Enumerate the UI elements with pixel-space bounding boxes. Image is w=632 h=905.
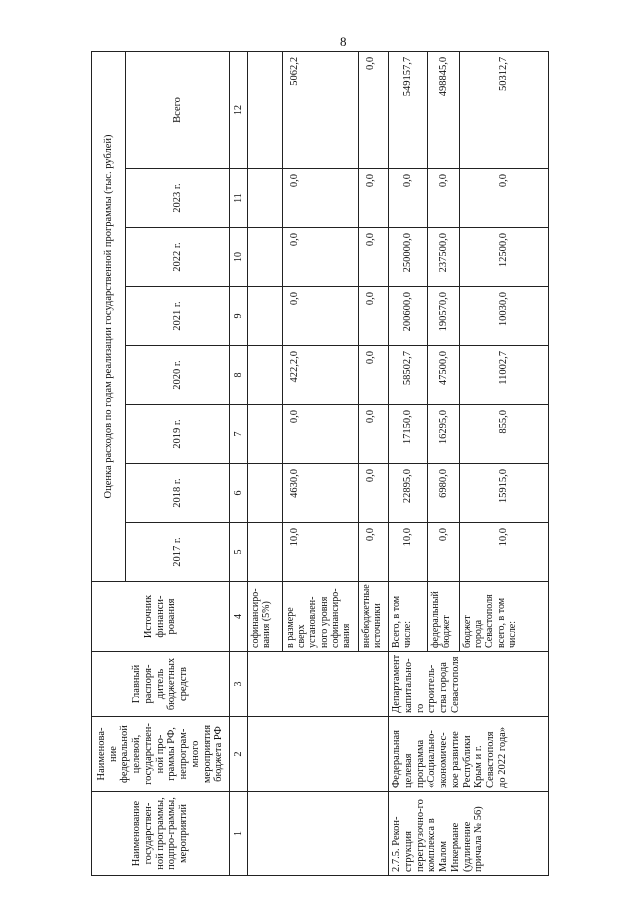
value-cell: 855,0: [460, 405, 549, 464]
table-row: [248, 51, 283, 875]
value-cell: 17150,0: [389, 405, 428, 464]
value-cell: 0,0: [428, 523, 460, 582]
value-cell: 4630,0: [283, 464, 359, 523]
funding-source-label: софинансиро-вания (5%): [248, 582, 283, 652]
col-number: 12: [230, 51, 248, 168]
value-cell: 0,0: [359, 228, 389, 287]
header-program-name: Наименование государствен-ной программы, подпро-граммы, мероприятий: [92, 792, 230, 876]
value-cell: 5062,2: [283, 51, 359, 168]
value-cell: 549157,7: [389, 51, 428, 168]
header-year-2018: 2018 г.: [126, 464, 230, 523]
value-cell: 0,0: [283, 169, 359, 228]
value-cell: 50312,7: [460, 51, 549, 168]
col-number: 2: [230, 717, 248, 792]
header-federal-program: Наименова-ние федеральной целевой, государствен-ной про-граммы РФ, непрограм-много мероприятия бюджета РФ: [92, 717, 230, 792]
col-number: 7: [230, 405, 248, 464]
value-cell: [248, 346, 283, 405]
value-cell: 0,0: [359, 287, 389, 346]
value-cell: 15915,0: [460, 464, 549, 523]
funding-source-label: в размере сверх установлен-ного уровня софинансиро-вания: [283, 582, 359, 652]
value-cell: [248, 228, 283, 287]
value-cell: 0,0: [359, 405, 389, 464]
col-number: 11: [230, 169, 248, 228]
value-cell: 0,0: [283, 228, 359, 287]
col-number: 6: [230, 464, 248, 523]
value-cell: 0,0: [283, 287, 359, 346]
header-total: Всего: [126, 51, 230, 168]
funding-source-label: внебюджетные источники: [359, 582, 389, 652]
value-cell: 237500,0: [428, 228, 460, 287]
value-cell: 0,0: [359, 523, 389, 582]
header-year-2021: 2021 г.: [126, 287, 230, 346]
header-year-2020: 2020 г.: [126, 346, 230, 405]
budget-table-wrapper: [91, 52, 549, 876]
cont-federal-program: [248, 717, 389, 792]
budget-table: [91, 51, 549, 876]
cont-budget-manager: [248, 652, 389, 717]
table-row: [389, 51, 428, 875]
value-cell: 12500,0: [460, 228, 549, 287]
value-cell: 58502,7: [389, 346, 428, 405]
rotated-table-frame: [91, 52, 549, 876]
section-name: 2.7.5. Рекон-струкция перегрузочно-го комплекса в Малом Инкермане (удлинение причала № 56): [389, 792, 549, 876]
value-cell: 11002,7: [460, 346, 549, 405]
value-cell: 250000,0: [389, 228, 428, 287]
column-number-row: [230, 51, 248, 875]
value-cell: 10030,0: [460, 287, 549, 346]
funding-source-label: Всего, в том числе:: [389, 582, 428, 652]
value-cell: 22895,0: [389, 464, 428, 523]
value-cell: 0,0: [359, 51, 389, 168]
value-cell: [248, 405, 283, 464]
col-number: 3: [230, 652, 248, 717]
value-cell: [248, 287, 283, 346]
funding-source-label: бюджет города Севастополя всего, в том числе:: [460, 582, 549, 652]
value-cell: 422,2,0: [283, 346, 359, 405]
value-cell: 0,0: [359, 464, 389, 523]
header-row-group: [92, 51, 126, 875]
value-cell: [248, 523, 283, 582]
funding-source-label: федеральный бюджет: [428, 582, 460, 652]
col-number: 4: [230, 582, 248, 652]
col-number: 5: [230, 523, 248, 582]
col-number: 10: [230, 228, 248, 287]
value-cell: 10,0: [389, 523, 428, 582]
header-year-2022: 2022 г.: [126, 228, 230, 287]
value-cell: 200600,0: [389, 287, 428, 346]
header-year-2019: 2019 г.: [126, 405, 230, 464]
value-cell: 0,0: [428, 169, 460, 228]
header-year-2023: 2023 г.: [126, 169, 230, 228]
header-year-2017: 2017 г.: [126, 523, 230, 582]
value-cell: 47500,0: [428, 346, 460, 405]
value-cell: 10,0: [460, 523, 549, 582]
col-number: 9: [230, 287, 248, 346]
page-number: 8: [340, 34, 347, 49]
col-number: 1: [230, 792, 248, 876]
value-cell: [248, 51, 283, 168]
value-cell: 0,0: [460, 169, 549, 228]
section-manager: Департамент капитально-го строитель-ства города Севастополя: [389, 652, 549, 717]
value-cell: 0,0: [389, 169, 428, 228]
cont-program-name: [248, 792, 389, 876]
value-cell: 0,0: [283, 405, 359, 464]
section-program: Федеральная целевая программа «Социально-экономичес-кое развитие Республики Крым и г. Севастополя до 2022 года»: [389, 717, 549, 792]
header-budget-manager: Главный распоря-дитель бюджетных средств: [92, 652, 230, 717]
value-cell: 6980,0: [428, 464, 460, 523]
value-cell: 10,0: [283, 523, 359, 582]
header-expense-estimate: Оценка расходов по годам реализации государственной программы (тыс. рублей): [92, 51, 126, 581]
col-number: 8: [230, 346, 248, 405]
value-cell: 190570,0: [428, 287, 460, 346]
header-funding-source: Источник финанси-рования: [92, 582, 230, 652]
value-cell: 0,0: [359, 346, 389, 405]
value-cell: [248, 464, 283, 523]
value-cell: 0,0: [359, 169, 389, 228]
value-cell: 16295,0: [428, 405, 460, 464]
value-cell: 498845,0: [428, 51, 460, 168]
value-cell: [248, 169, 283, 228]
